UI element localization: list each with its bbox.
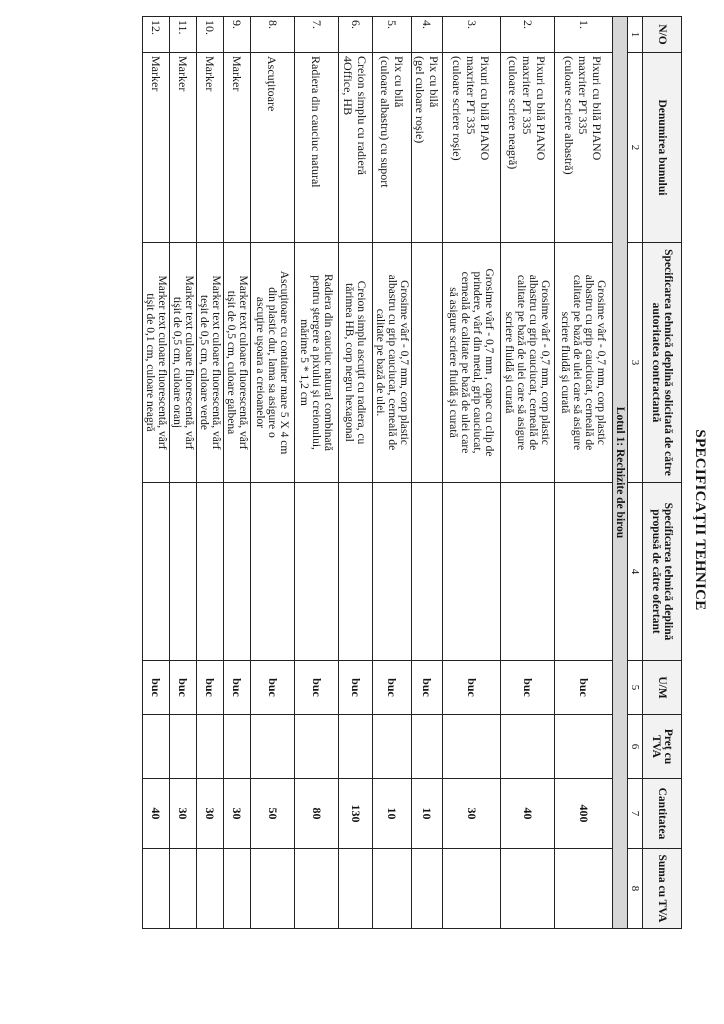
sum-with-vat <box>170 849 197 929</box>
column-number: 1 <box>628 17 643 53</box>
table-row <box>339 17 373 929</box>
proposed-spec <box>295 483 339 661</box>
column-number: 8 <box>628 849 643 929</box>
row-number: 6. <box>339 17 373 53</box>
column-number: 2 <box>628 53 643 243</box>
sum-with-vat <box>501 849 555 929</box>
required-spec-line: Radiera din cauciuc natural combinată <box>322 274 335 451</box>
item-name-line: Pixuri cu bilă PIANO <box>590 56 605 161</box>
item-name <box>295 53 339 243</box>
required-spec-line: albastru cu grip cauciucat, cerneală de <box>583 274 596 451</box>
proposed-spec <box>251 483 295 661</box>
required-spec-line: Grosime vârf - 0,7 mm, corp plastic <box>398 280 410 445</box>
required-spec-line: tişit de 0,1 cm, culoare neagră <box>144 293 156 432</box>
item-name-line: (gel culoare roşie) <box>413 56 427 144</box>
row-number: 8. <box>251 17 295 53</box>
required-spec <box>295 243 339 483</box>
header-quantity: Cantitatea <box>643 779 682 849</box>
required-spec-line: calitate pe bază de ulei care să asigure <box>515 274 528 451</box>
price-with-vat <box>501 715 555 779</box>
sum-with-vat <box>143 849 170 929</box>
required-spec <box>373 243 412 483</box>
proposed-spec <box>197 483 224 661</box>
required-spec-line: mărime 5 * 1,2 cm <box>298 319 311 406</box>
required-spec-line: albastru cu grip cauciucat, cerneală de <box>527 274 540 451</box>
sum-with-vat <box>224 849 251 929</box>
item-name <box>373 53 412 243</box>
required-spec-line: teşit de 0,5 cm, culoare verde <box>198 294 210 431</box>
required-spec-line: scriere fluidă şi curată <box>559 311 572 414</box>
table-row <box>170 17 197 929</box>
item-name <box>224 53 251 243</box>
required-spec <box>443 243 501 483</box>
item-name-line: Marker <box>230 56 244 92</box>
table-row <box>373 17 412 929</box>
table-row <box>251 17 295 929</box>
column-number: 4 <box>628 483 643 661</box>
price-with-vat <box>251 715 295 779</box>
item-name-line: (culoare scriere neagră) <box>506 56 521 170</box>
unit-of-measure: buc <box>373 661 412 715</box>
item-name <box>143 53 170 243</box>
table-row <box>501 17 555 929</box>
column-number: 3 <box>628 243 643 483</box>
required-spec-line: să asigure scriere fluidă şi curată <box>447 287 460 438</box>
quantity: 10 <box>373 779 412 849</box>
required-spec <box>197 243 224 483</box>
unit-of-measure: buc <box>555 661 613 715</box>
price-with-vat <box>197 715 224 779</box>
proposed-spec <box>443 483 501 661</box>
required-spec <box>143 243 170 483</box>
unit-of-measure: buc <box>170 661 197 715</box>
proposed-spec <box>555 483 613 661</box>
unit-of-measure: buc <box>295 661 339 715</box>
required-spec <box>501 243 555 483</box>
proposed-spec <box>339 483 373 661</box>
item-name-line: 4Office, HB <box>341 56 356 116</box>
sum-with-vat <box>373 849 412 929</box>
item-name-line: (culoare albastru) cu suport <box>378 56 392 188</box>
required-spec <box>555 243 613 483</box>
header-um: U/M <box>643 661 682 715</box>
proposed-spec <box>373 483 412 661</box>
table-row <box>224 17 251 929</box>
required-spec-line: tişit de 0,5 cm, culoare oranj <box>171 296 183 429</box>
required-spec-line: Marker text culoare fluorescentă, vârf <box>183 275 195 450</box>
unit-of-measure: buc <box>412 661 443 715</box>
price-with-vat <box>555 715 613 779</box>
item-name-line: Marker <box>176 56 190 92</box>
required-spec-line: ascuţire uşoara a creioanelor <box>254 296 267 429</box>
item-name <box>339 53 373 243</box>
item-name-line: maxriter PT 335 <box>464 56 479 135</box>
quantity: 30 <box>170 779 197 849</box>
required-spec-line: calitate pe bază de ulei. <box>374 308 386 417</box>
item-name-line: maxriter PT 335 <box>576 56 591 135</box>
required-spec <box>339 243 373 483</box>
sum-with-vat <box>251 849 295 929</box>
item-name-line: Pix cu bilă <box>392 56 406 108</box>
item-name-line: Pixuri cu bilă PIANO <box>478 56 493 161</box>
sum-with-vat <box>412 849 443 929</box>
row-number: 7. <box>295 17 339 53</box>
header-name: Denumirea bunului <box>643 53 682 243</box>
required-spec-line: Grosime vârf - 0,7 mm, corp plastic <box>595 280 608 445</box>
row-number: 12. <box>143 17 170 53</box>
header-proposed-spec: Specificarea tehnică deplină propusă de către ofertant <box>643 483 682 661</box>
item-name <box>197 53 224 243</box>
sum-with-vat <box>295 849 339 929</box>
quantity: 30 <box>224 779 251 849</box>
document-title: SPECIFICAŢII TEHNICE <box>692 429 708 611</box>
quantity: 400 <box>555 779 613 849</box>
header-total: Suma cu TVA <box>643 849 682 929</box>
item-name-line: (culoare scriere roşie) <box>450 56 465 161</box>
required-spec-line: cerneală de calitate pe bază de ulei care <box>459 271 472 454</box>
proposed-spec <box>501 483 555 661</box>
required-spec <box>251 243 295 483</box>
item-name-line: Ascuţitoare <box>265 56 280 112</box>
required-spec <box>412 243 443 483</box>
item-name-line: (culoare scriere albastră) <box>562 56 577 175</box>
table-row <box>197 17 224 929</box>
header-price: Preţ cu TVA <box>643 715 682 779</box>
unit-of-measure: buc <box>197 661 224 715</box>
price-with-vat <box>295 715 339 779</box>
sum-with-vat <box>339 849 373 929</box>
item-name <box>443 53 501 243</box>
header-required-spec: Specificarea tehnică deplină solicitată de către autoritatea contractantă <box>643 243 682 483</box>
price-with-vat <box>339 715 373 779</box>
quantity: 130 <box>339 779 373 849</box>
required-spec-line: Grosime vârf - 0,7 mm , capac cu clip de <box>483 268 496 457</box>
header-row <box>643 17 682 929</box>
sum-with-vat <box>197 849 224 929</box>
price-with-vat <box>373 715 412 779</box>
required-spec-line: tişit de 0,5 cm, culoare galbena <box>225 290 237 435</box>
row-number: 5. <box>373 17 412 53</box>
unit-of-measure: buc <box>143 661 170 715</box>
proposed-spec <box>412 483 443 661</box>
proposed-spec <box>224 483 251 661</box>
price-with-vat <box>170 715 197 779</box>
price-with-vat <box>143 715 170 779</box>
quantity: 80 <box>295 779 339 849</box>
price-with-vat <box>224 715 251 779</box>
quantity: 40 <box>501 779 555 849</box>
item-name <box>501 53 555 243</box>
required-spec-line: prindere, vârf din metal, grip cauciucat, <box>471 271 484 454</box>
lot-row <box>613 17 628 929</box>
required-spec <box>224 243 251 483</box>
unit-of-measure: buc <box>251 661 295 715</box>
row-number: 3. <box>443 17 501 53</box>
price-with-vat <box>443 715 501 779</box>
quantity: 30 <box>443 779 501 849</box>
proposed-spec <box>143 483 170 661</box>
row-number: 1. <box>555 17 613 53</box>
required-spec-line: albastru cu grip cauciucat, cerneală de <box>386 274 398 451</box>
item-name-line: Marker <box>149 56 163 92</box>
table-row <box>555 17 613 929</box>
required-spec-line: Creion simplu ascuţit cu radiera, cu <box>355 280 368 445</box>
header-no: N/O <box>643 17 682 53</box>
item-name-line: Pixuri cu bilă PIANO <box>534 56 549 161</box>
price-with-vat <box>412 715 443 779</box>
quantity: 50 <box>251 779 295 849</box>
required-spec-line: Marker text culoare fluorescentă, vârf <box>156 275 168 450</box>
row-number: 10. <box>197 17 224 53</box>
column-number: 6 <box>628 715 643 779</box>
quantity: 10 <box>412 779 443 849</box>
required-spec-line: Marker text culoare fluorescentă, vârf <box>210 275 222 450</box>
required-spec-line: scriere fluidă şi curată <box>503 311 516 414</box>
unit-of-measure: buc <box>339 661 373 715</box>
item-name-line: Creion simplu cu radieră <box>355 56 370 175</box>
row-number: 11. <box>170 17 197 53</box>
required-spec-line: calitate pe bază de ulei care să asigure <box>571 274 584 451</box>
row-number: 9. <box>224 17 251 53</box>
quantity: 40 <box>143 779 170 849</box>
item-name-line: Marker <box>203 56 217 92</box>
required-spec-line: pentru ştergere a pixului şi creionului, <box>310 275 323 450</box>
row-number: 2. <box>501 17 555 53</box>
proposed-spec <box>170 483 197 661</box>
required-spec <box>170 243 197 483</box>
sum-with-vat <box>443 849 501 929</box>
table-row <box>443 17 501 929</box>
technical-specifications-table <box>142 16 682 929</box>
item-name <box>412 53 443 243</box>
quantity: 30 <box>197 779 224 849</box>
row-number: 4. <box>412 17 443 53</box>
required-spec-line: Marker text culoare fluorescentă, vârf <box>237 275 249 450</box>
table-row <box>412 17 443 929</box>
item-name-line: Radiera din cauciuc natural <box>309 56 324 188</box>
item-name <box>251 53 295 243</box>
required-spec-line: Ascuţitoare cu container mare 5 X 4 cm <box>278 270 291 455</box>
unit-of-measure: buc <box>443 661 501 715</box>
required-spec-line: din plastic dur, lama sa asigure o <box>266 287 279 438</box>
item-name <box>170 53 197 243</box>
unit-of-measure: buc <box>501 661 555 715</box>
sum-with-vat <box>555 849 613 929</box>
item-name-line: Pix cu bilă <box>427 56 441 108</box>
lot-title: Lotul 1: Rechizite de birou <box>613 17 628 929</box>
required-spec-line: tărimea HB, corp negru hexagonal <box>343 283 356 442</box>
required-spec-line: Grosime vârf - 0,7 mm, corp plastic <box>539 280 552 445</box>
column-number: 5 <box>628 661 643 715</box>
table-row <box>295 17 339 929</box>
column-number: 7 <box>628 779 643 849</box>
column-number-row <box>628 17 643 929</box>
table-row <box>143 17 170 929</box>
item-name <box>555 53 613 243</box>
unit-of-measure: buc <box>224 661 251 715</box>
item-name-line: maxriter PT 335 <box>520 56 535 135</box>
